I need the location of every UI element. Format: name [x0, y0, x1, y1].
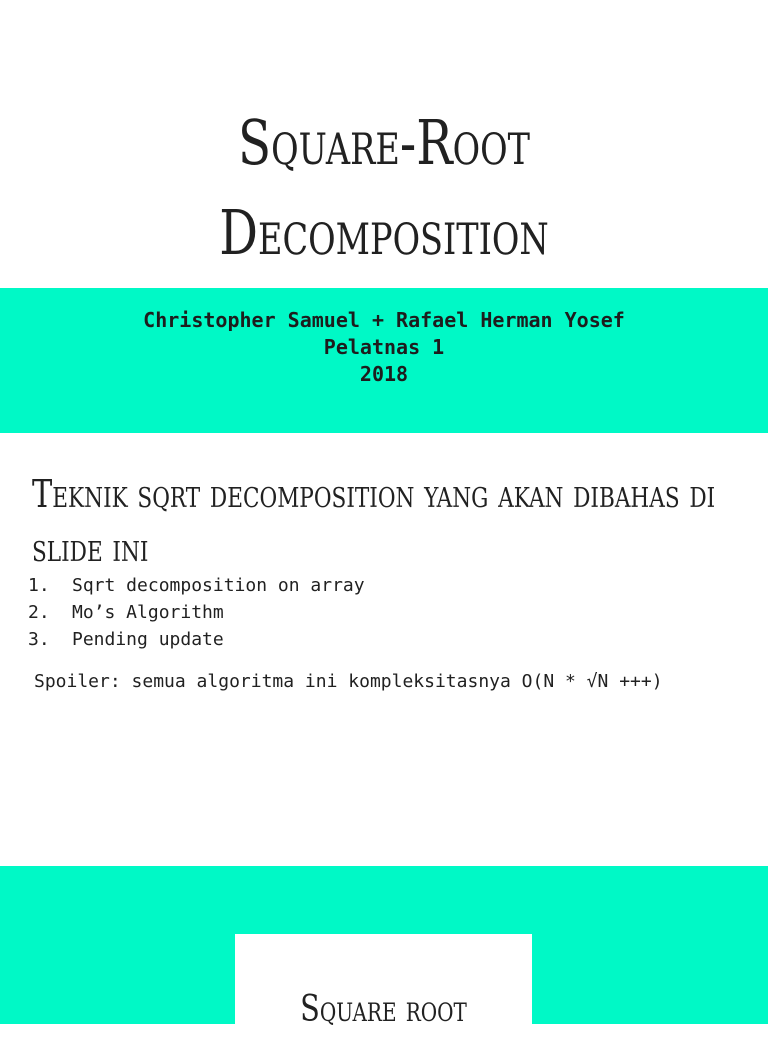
list-label: Sqrt decomposition on array [72, 575, 365, 596]
main-title: Square-Root Decomposition [219, 106, 549, 269]
section-card [235, 934, 532, 1054]
list-number: 3. [28, 629, 50, 650]
list-number: 2. [28, 602, 50, 623]
list-label: Mo’s Algorithm [72, 602, 224, 623]
list-item [28, 626, 365, 653]
section-title: Square root [300, 989, 467, 1030]
authors-line: Christopher Samuel + Rafael Herman Yosef [143, 308, 625, 332]
topics-list [28, 572, 365, 653]
spoiler-text: Spoiler: semua algoritma ini kompleksitasnya O(N * √N +++) [34, 671, 663, 692]
list-number: 1. [28, 575, 50, 596]
year-line: 2018 [359, 362, 409, 386]
list-label: Pending update [72, 629, 224, 650]
author-block [0, 307, 768, 388]
author-band [0, 288, 768, 433]
topics-heading: Teknik sqrt decomposition yang akan dibahas di slide ini [32, 472, 716, 570]
event-line: Pelatnas 1 [323, 335, 445, 359]
list-item [28, 572, 365, 599]
list-item [28, 599, 365, 626]
section-band [0, 866, 768, 1030]
